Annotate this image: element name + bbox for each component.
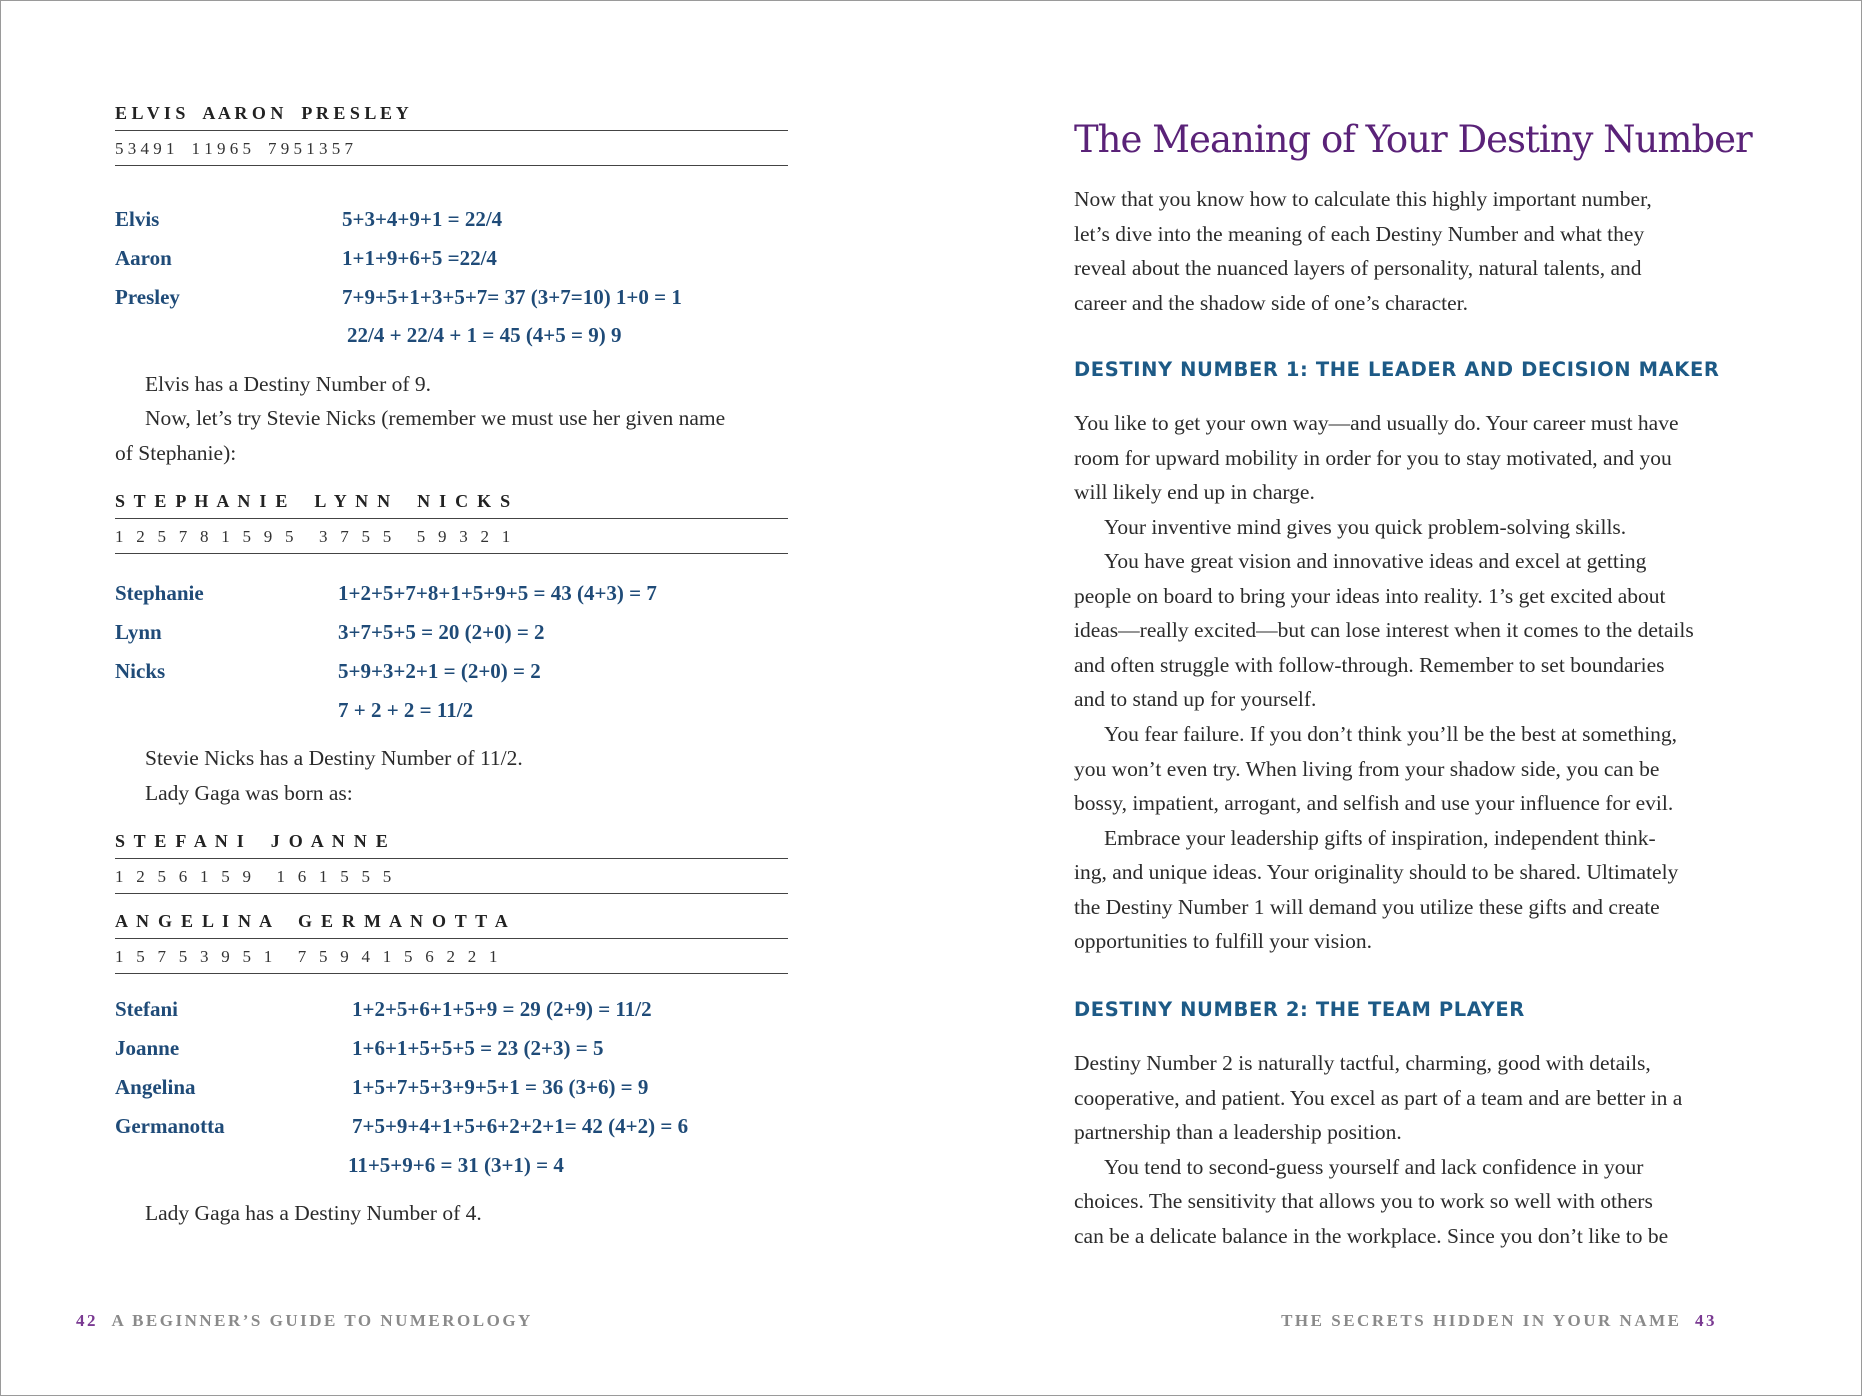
page-number: 43 — [1695, 1311, 1717, 1330]
body-text: the Destiny Number 1 will demand you utilize these gifts and create — [1074, 895, 1660, 919]
running-title: A BEGINNER’S GUIDE TO NUMEROLOGY — [111, 1311, 533, 1330]
body-text: You have great vision and innovative ideas and excel at getting — [1104, 549, 1647, 573]
right-page — [931, 0, 1862, 1396]
body-text: of Stephanie): — [115, 441, 237, 465]
page-number: 42 — [76, 1311, 98, 1330]
section-heading: DESTINY NUMBER 2: THE TEAM PLAYER — [1074, 998, 1525, 1021]
body-text: career and the shadow side of one’s character. — [1074, 291, 1468, 315]
body-text: you won’t even try. When living from your shadow side, you can be — [1074, 757, 1660, 781]
left-page: E L V I S A A R O N P R E S L E Y 5 3 4 9 1 1 1 9 6 5 7 9 5 1 3 5 7 Elvis 5+3+4+9+1 = 22/4 Aaron 1+1+9+6+5 =22/4 Presley 7+9+5+1+3+5+7= 37 (3+7=10) 1+0 = 1 22/4 + 22/4 + 1 = 45 (4+5 = 9) 9 Elvis has a Destiny Number of 9. Now, let’s try Stevie Nicks (remember we must use her given name of Stephanie): S T E P H A N I E L Y N N N I C K S 1 2 5 7 8 1 5 9 5 3 7 5 5 5 9 3 2 1 Stephanie 1+2+5+7+8+1+5+9+5 = 43 (4+3) = 7 Lynn 3+7+5+5 = 20 (2+0) = 2 Nicks 5+9+3+2+1 = (2+0) = 2 7 + 2 + 2 = 11/2 Stevie Nicks has a Destiny Number of 11/2. Lady Gaga was born as: S T E F A N I J O A N N E 1 2 5 6 1 5 9 1 6 1 5 5 5 A N G E L I N A G E R M A N O T T A 1 5 7 5 3 9 5 1 7 5 9 4 1 5 6 2 2 1 Stefani 1+2+5+6+1+5+9 = 29 (2+9) = 11/2 Joanne 1+6+1+5+5+5 = 23 (2+3) = 5 Angelina 1+5+7+5+3+9+5+1 = 36 (3+6) = 9 Germanotta 7+5+9+4+1+5+6+2+2+1= 42 (4+2) = 6 11+5+9+6 = 31 (3+1) = 4 Lady Gaga has a Destiny Number of 4. 42 A BEGINNER’S GUIDE TO NUMEROLOGY — [0, 0, 931, 1396]
body-text: and to stand up for yourself. — [1074, 687, 1317, 711]
body-text: Embrace your leadership gifts of inspiration, independent think- — [1104, 826, 1656, 850]
page-title: The Meaning of Your Destiny Number — [1074, 118, 1752, 161]
body-text: choices. The sensitivity that allows you to work so well with others — [1074, 1189, 1653, 1213]
name-letters: E L V I S A A R O N P R E S L E Y — [115, 103, 409, 123]
body-text: You fear failure. If you don’t think you’ll be the best at something, — [1104, 722, 1678, 746]
body-text: people on board to bring your ideas into reality. 1’s get excited about — [1074, 584, 1666, 608]
name-letters: S T E P H A N I E L Y N N N I C K S — [115, 491, 511, 511]
left-footer — [76, 1311, 533, 1331]
body-text: will likely end up in charge. — [1074, 480, 1315, 504]
body-text: Lady Gaga was born as: — [145, 781, 353, 805]
body-text: bossy, impatient, arrogant, and selfish and use your influence for evil. — [1074, 791, 1674, 815]
name-digits: 1 2 5 7 8 1 5 9 5 3 7 5 5 5 9 3 2 1 — [115, 527, 511, 546]
body-text: let’s dive into the meaning of each Destiny Number and what they — [1074, 222, 1645, 246]
name-digits: 5 3 4 9 1 1 1 9 6 5 7 9 5 1 3 5 7 — [115, 139, 353, 158]
gaga-name-table-1 — [115, 832, 788, 894]
gaga-name-table-2 — [115, 912, 788, 974]
body-text: opportunities to fulfill your vision. — [1074, 929, 1372, 953]
body-text: partnership than a leadership position. — [1074, 1120, 1402, 1144]
name-letters: S T E F A N I J O A N N E — [115, 831, 388, 851]
body-text: can be a delicate balance in the workplace. Since you don’t like to be — [1074, 1224, 1669, 1248]
body-text: cooperative, and patient. You excel as part of a team and are better in a — [1074, 1086, 1683, 1110]
body-text: ing, and unique ideas. Your originality should to be shared. Ultimately — [1074, 860, 1679, 884]
body-text: Now, let’s try Stevie Nicks (remember we must use her given name — [145, 406, 726, 430]
elvis-name-table — [115, 104, 788, 166]
body-text: and often struggle with follow-through. Remember to set boundaries — [1074, 653, 1665, 677]
body-text: Elvis has a Destiny Number of 9. — [145, 372, 432, 396]
running-title: THE SECRETS HIDDEN IN YOUR NAME — [1281, 1311, 1682, 1330]
body-text: You like to get your own way—and usually do. Your career must have — [1074, 411, 1679, 435]
name-letters: A N G E L I N A G E R M A N O T T A — [115, 911, 508, 931]
name-digits: 1 2 5 6 1 5 9 1 6 1 5 5 5 — [115, 867, 392, 886]
body-text: room for upward mobility in order for you to stay motivated, and you — [1074, 446, 1672, 470]
body-text: ideas—really excited—but can lose interest when it comes to the details — [1074, 618, 1694, 642]
body-text: Lady Gaga has a Destiny Number of 4. — [145, 1201, 482, 1225]
body-text: You tend to second-guess yourself and lack confidence in your — [1104, 1155, 1644, 1179]
body-text: Now that you know how to calculate this highly important number, — [1074, 187, 1652, 211]
stevie-name-table — [115, 492, 788, 554]
body-text: Destiny Number 2 is naturally tactful, charming, good with details, — [1074, 1051, 1651, 1075]
body-text: Stevie Nicks has a Destiny Number of 11/2. — [145, 746, 523, 770]
body-text: Your inventive mind gives you quick problem-solving skills. — [1104, 515, 1627, 539]
section-heading: DESTINY NUMBER 1: THE LEADER AND DECISION MAKER — [1074, 358, 1720, 381]
body-text: reveal about the nuanced layers of personality, natural talents, and — [1074, 256, 1642, 280]
name-digits: 1 5 7 5 3 9 5 1 7 5 9 4 1 5 6 2 2 1 — [115, 947, 498, 966]
right-footer — [1281, 1311, 1717, 1331]
